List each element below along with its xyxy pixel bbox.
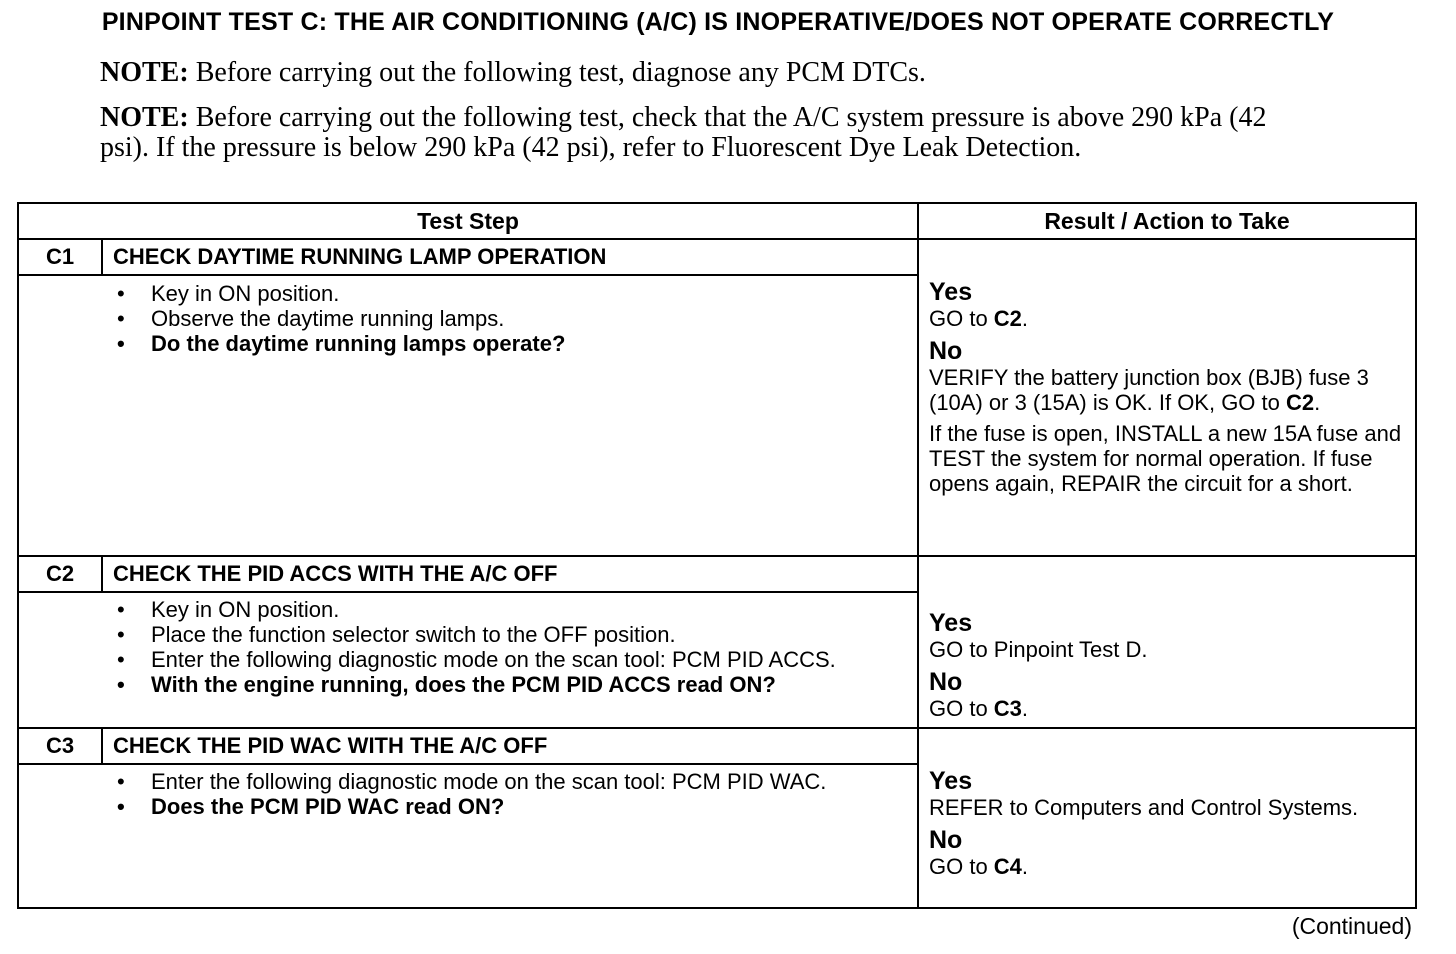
note-label: NOTE:: [100, 102, 189, 133]
step-instructions: [113, 769, 893, 819]
step-id: C1: [45, 244, 75, 269]
no-action: VERIFY the battery junction box (BJB) fuse 3 (10A) or 3 (15A) is OK. If OK, GO to C2.: [929, 365, 1369, 415]
instruction-item: • Key in ON position.: [113, 281, 893, 306]
header-divider: [19, 238, 1415, 240]
step-title: CHECK DAYTIME RUNNING LAMP OPERATION: [113, 244, 607, 269]
no-label: No: [929, 668, 963, 696]
step-title: CHECK THE PID ACCS WITH THE A/C OFF: [113, 561, 558, 586]
note-pcm-dtcs: [100, 58, 1280, 88]
id-divider: [101, 238, 103, 274]
id-divider: [101, 727, 103, 763]
instruction-item: • Enter the following diagnostic mode on the scan tool: PCM PID WAC.: [113, 769, 893, 794]
step-question: • Do the daytime running lamps operate?: [113, 331, 893, 356]
step-id: C2: [45, 561, 75, 586]
note-text: Before carrying out the following test, check that the A/C system pressure is above 290 kPa (42 psi). If the pressure is below 290 kPa (42 psi), refer to Fluorescent Dye Leak Detection.: [100, 102, 1267, 163]
note-text: Before carrying out the following test, diagnose any PCM DTCs.: [188, 57, 926, 88]
step-result: [929, 767, 1409, 879]
step-question: • With the engine running, does the PCM PID ACCS read ON?: [113, 672, 893, 697]
no-label: No: [929, 337, 963, 365]
page-title: PINPOINT TEST C: THE AIR CONDITIONING (A/C) IS INOPERATIVE/DOES NOT OPERATE CORRECTLY: [101, 8, 1335, 36]
row-divider: [19, 727, 1415, 729]
pinpoint-test-table: [17, 202, 1417, 909]
instruction-item: • Enter the following diagnostic mode on the scan tool: PCM PID ACCS.: [113, 647, 893, 672]
yes-label: Yes: [929, 278, 973, 306]
no-action-note: If the fuse is open, INSTALL a new 15A fuse and TEST the system for normal operation. If fuse opens again, REPAIR the circuit for a short.: [929, 421, 1402, 496]
step-id: C3: [45, 733, 75, 758]
no-action: GO to C3.: [929, 696, 1029, 721]
row-divider: [19, 591, 917, 593]
instruction-item: • Place the function selector switch to the OFF position.: [113, 622, 893, 647]
row-divider: [19, 274, 917, 276]
yes-action: GO to Pinpoint Test D.: [929, 637, 1148, 662]
instruction-item: • Observe the daytime running lamps.: [113, 306, 893, 331]
yes-action: REFER to Computers and Control Systems.: [929, 795, 1359, 820]
step-instructions: [113, 281, 893, 356]
row-divider: [19, 555, 1415, 557]
continued-label: (Continued): [1291, 913, 1412, 939]
header-test-step: Test Step: [417, 208, 519, 234]
instruction-item: • Key in ON position.: [113, 597, 893, 622]
step-instructions: [113, 597, 893, 697]
step-result: [929, 609, 1409, 721]
header-result-action: Result / Action to Take: [1044, 208, 1290, 234]
step-result: [929, 278, 1409, 496]
yes-action: GO to C2.: [929, 306, 1029, 331]
note-label: NOTE:: [100, 57, 189, 88]
yes-label: Yes: [929, 609, 973, 637]
no-action: GO to C4.: [929, 854, 1029, 879]
note-system-pressure: [100, 103, 1280, 163]
id-divider: [101, 555, 103, 591]
step-title: CHECK THE PID WAC WITH THE A/C OFF: [113, 733, 548, 758]
no-label: No: [929, 826, 963, 854]
row-divider: [19, 763, 917, 765]
step-question: • Does the PCM PID WAC read ON?: [113, 794, 893, 819]
yes-label: Yes: [929, 767, 973, 795]
